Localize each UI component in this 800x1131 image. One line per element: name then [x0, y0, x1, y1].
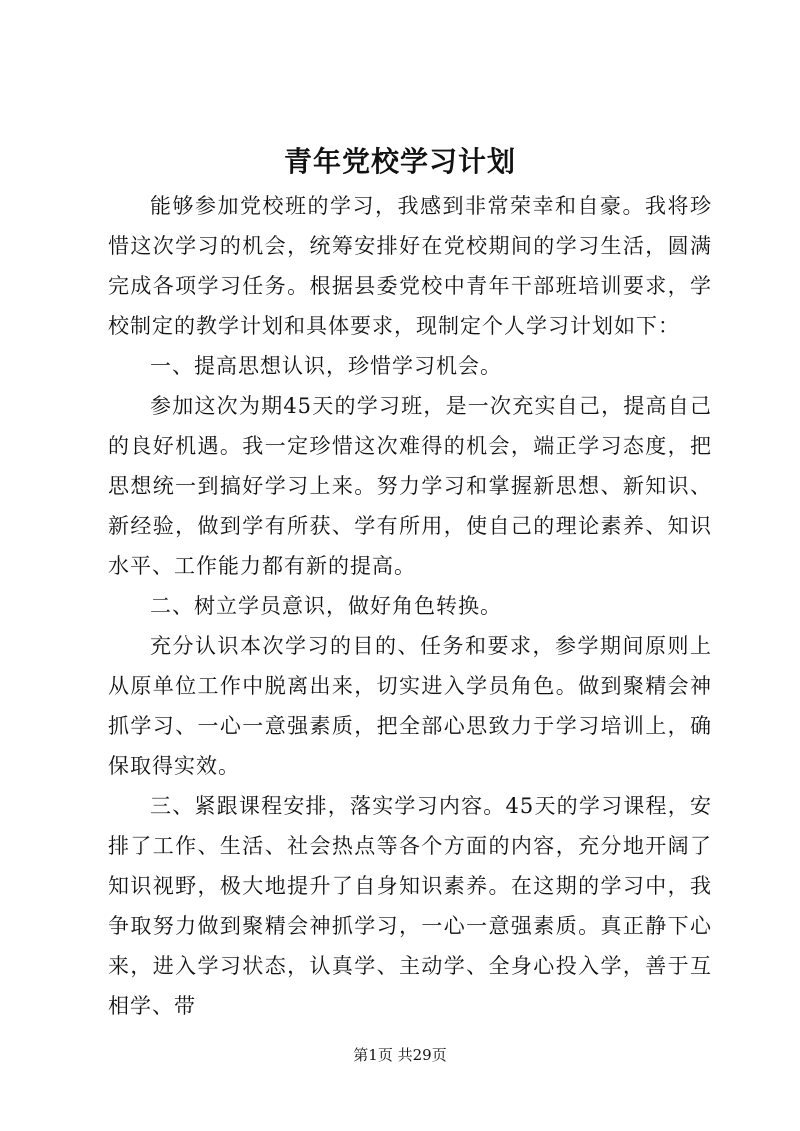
- paragraph-intro: 能够参加党校班的学习，我感到非常荣幸和自豪。我将珍惜这次学习的机会，统筹安排好在党校期间的学习生活，圆满完成各项学习任务。根据县委党校中青年干部班培训要求，学校制定的教学计划和具体要求，现制定个人学习计划如下：: [108, 194, 712, 338]
- page-number-footer: 第1页 共29页: [353, 1046, 447, 1064]
- paragraph-section-1: 参加这次为期45天的学习班，是一次充实自己，提高自己的良好机遇。我一定珍惜这次难得的机会，端正学习态度，把思想统一到搞好学习上来。努力学习和掌握新思想、新知识、新经验，做到学有所获、学有所用，使自己的理论素养、知识水平、工作能力都有新的提高。: [108, 394, 712, 578]
- section-heading-1: 一、提高思想认识，珍惜学习机会。: [150, 354, 502, 378]
- section-heading-2: 二、树立学员意识，做好角色转换。: [150, 594, 502, 618]
- document-body: [108, 186, 712, 1026]
- document-title: 青年党校学习计划: [283, 145, 516, 178]
- paragraph-section-3: 三、紧跟课程安排，落实学习内容。45天的学习课程，安排了工作、生活、社会热点等各个方面的内容，充分地开阔了知识视野，极大地提升了自身知识素养。在这期的学习中，我争取努力做到聚精会神抓学习，一心一意强素质。真正静下心来，进入学习状态，认真学、主动学、全身心投入学，善于互相学、带: [108, 794, 712, 1018]
- paragraph-section-2: 充分认识本次学习的目的、任务和要求，参学期间原则上从原单位工作中脱离出来，切实进入学员角色。做到聚精会神抓学习、一心一意强素质，把全部心思致力于学习培训上，确保取得实效。: [108, 634, 712, 778]
